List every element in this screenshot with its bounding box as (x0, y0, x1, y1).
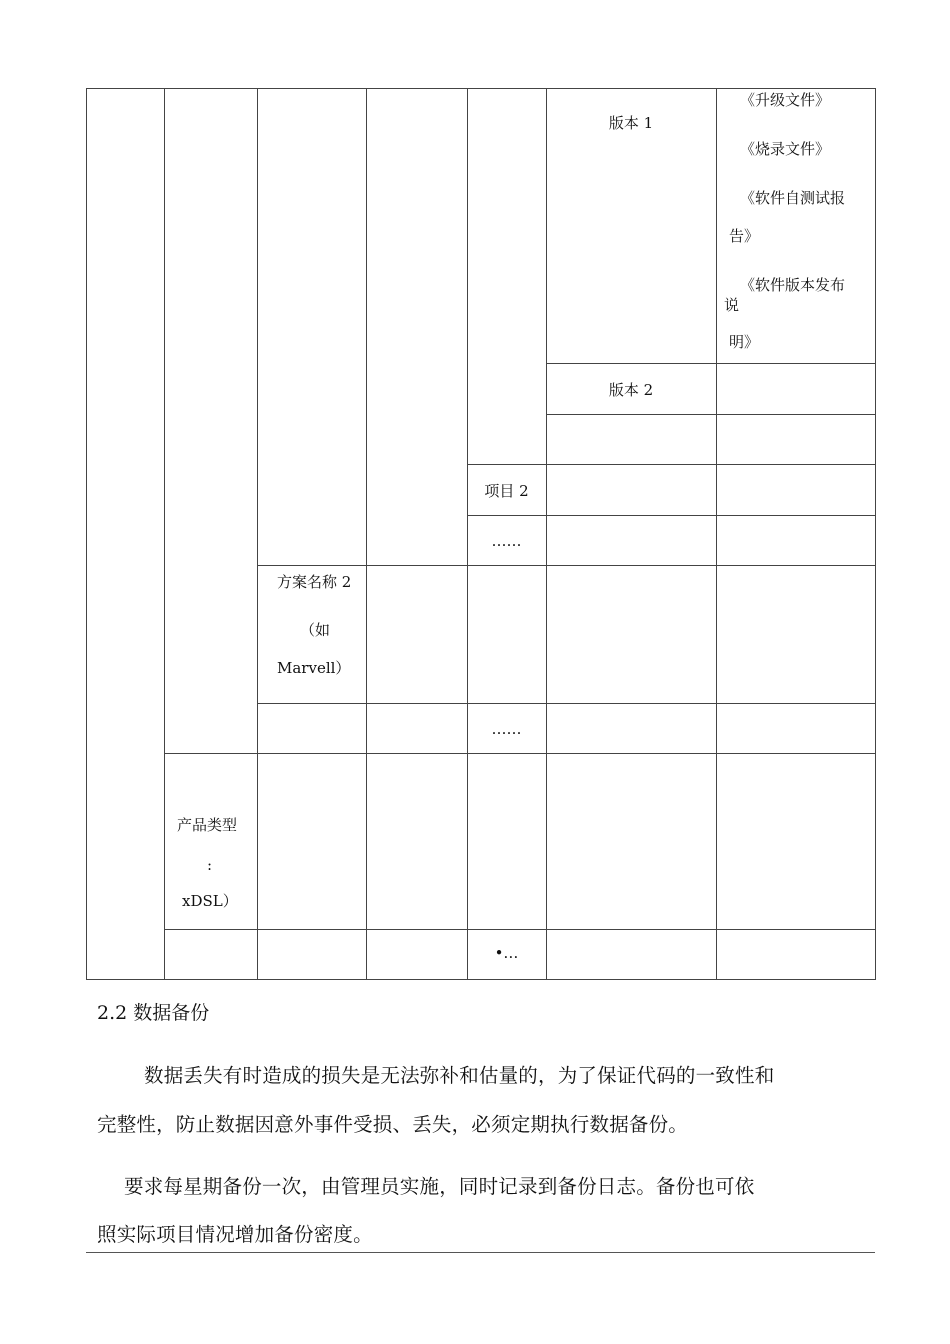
table-row-line (546, 414, 876, 415)
cell-project-2: 项目 2 (484, 482, 529, 500)
cell-product-type-value: xDSL） (182, 892, 238, 910)
table-row-line (467, 515, 876, 516)
table-border-left (86, 88, 87, 980)
table-col-line-5 (546, 88, 547, 980)
table-col-line-2 (257, 88, 258, 980)
cell-doc-release: 《软件版本发布 (740, 276, 846, 294)
cell-product-type-colon: : (207, 856, 213, 874)
footer-rule (86, 1252, 875, 1253)
section-heading: 2.2 数据备份 (97, 1002, 210, 1024)
table-row-line (164, 753, 876, 754)
table-border-bottom (86, 979, 876, 980)
cell-ellipsis: …… (491, 720, 522, 738)
cell-ellipsis: …… (491, 532, 522, 550)
table-col-line-1 (164, 88, 165, 980)
paragraph-2-line-2: 照实际项目情况增加备份密度。 (97, 1223, 373, 1246)
table-row-line (467, 464, 876, 465)
paragraph-1-line-2: 完整性，防止数据因意外事件受损、丢失，必须定期执行数据备份。 (97, 1113, 689, 1136)
table-border-top (86, 88, 876, 89)
cell-doc-release-end: 明》 (729, 333, 760, 351)
table-col-line-3 (366, 88, 367, 980)
table-row-line (257, 703, 876, 704)
cell-product-type: 产品类型 (177, 816, 238, 834)
paragraph-1-line-1: 数据丢失有时造成的损失是无法弥补和估量的，为了保证代码的一致性和 (144, 1064, 775, 1087)
cell-version-2: 版本 2 (608, 381, 654, 399)
cell-ellipsis-short: •… (494, 944, 519, 962)
table-col-line-6 (716, 88, 717, 980)
table-border-right (875, 88, 876, 980)
cell-doc-release-cont: 说 (724, 296, 740, 314)
cell-scheme-2-example: （如 (300, 621, 331, 639)
cell-doc-upgrade: 《升级文件》 (740, 91, 831, 109)
cell-version-1: 版本 1 (608, 114, 654, 132)
table-row-line (164, 929, 876, 930)
cell-scheme-2: 方案名称 2 (277, 573, 352, 591)
cell-doc-selftest-cont: 告》 (729, 227, 760, 245)
cell-doc-burn: 《烧录文件》 (740, 140, 831, 158)
cell-doc-selftest: 《软件自测试报 (740, 189, 846, 207)
table-row-line (546, 363, 876, 364)
paragraph-2-line-1: 要求每星期备份一次，由管理员实施，同时记录到备份日志。备份也可依 (124, 1175, 755, 1198)
table-row-line (257, 565, 876, 566)
cell-scheme-2-vendor: Marvell） (277, 659, 351, 677)
